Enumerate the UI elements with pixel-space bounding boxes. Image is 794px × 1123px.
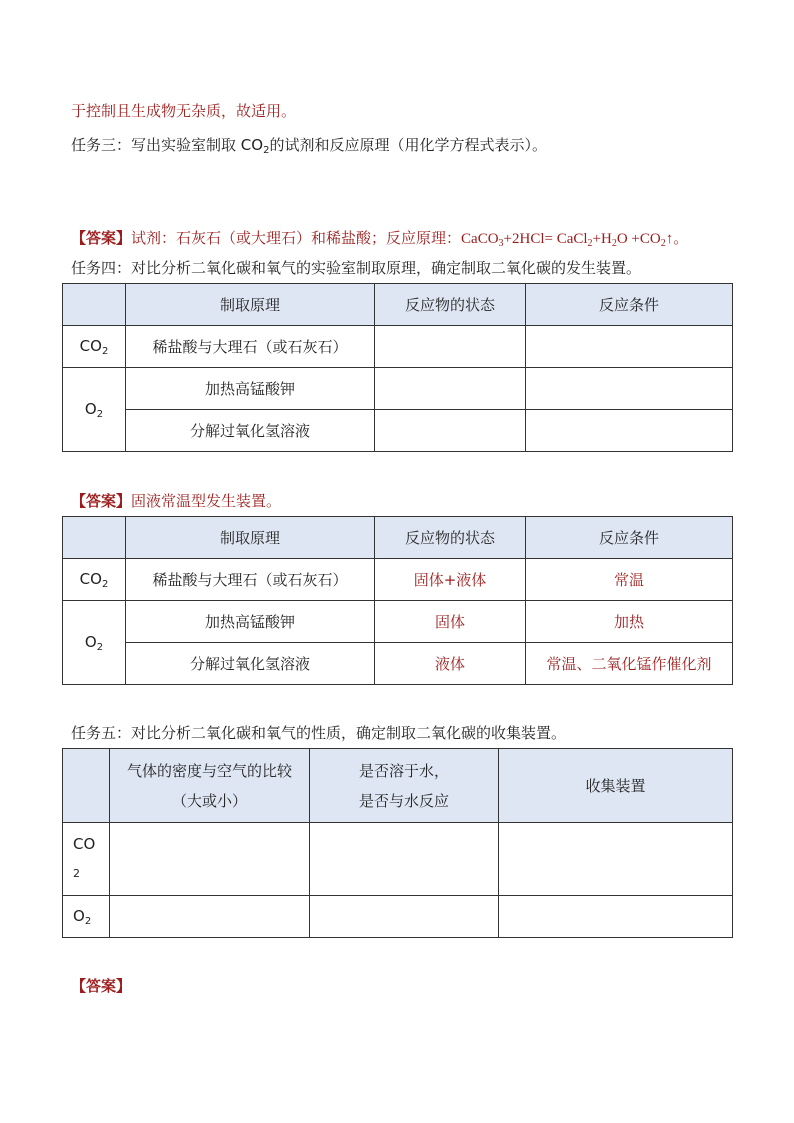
table-cell-blank — [375, 326, 526, 368]
task-four: 任务四：对比分析二氧化碳和氧气的实验室制取原理，确定制取二氧化碳的发生装置。 — [71, 259, 642, 277]
table-cell-blank — [110, 896, 310, 938]
row-label-co2: $CO_2$ — [63, 326, 126, 368]
table-cell-answer: 常温 — [526, 559, 733, 601]
table-cell: 分解过氧化氢溶液 — [126, 410, 375, 452]
answer-one — [71, 227, 688, 249]
answer-label: 【答案】 — [71, 229, 132, 247]
generation-table-blank — [62, 283, 733, 452]
table-cell-blank — [310, 823, 499, 896]
task-three-prefix: 任务三：写出实验室制取 CO — [71, 136, 264, 154]
row-label-co2: $CO_2$ — [63, 559, 126, 601]
table-cell: 加热高锰酸钾 — [126, 601, 375, 643]
table-cell-blank — [499, 896, 733, 938]
row-label-o2: $O_2$ — [63, 896, 110, 938]
table-cell-answer: 固体 — [375, 601, 526, 643]
task-three — [71, 134, 547, 156]
table-cell-answer: 加热 — [526, 601, 733, 643]
generation-table-answer — [62, 516, 733, 685]
answer-label: 【答案】 — [71, 977, 132, 995]
table-header-cell: 反应条件 — [526, 517, 733, 559]
table-cell-answer: 固体+液体 — [375, 559, 526, 601]
row-label-co2: CO 2 — [63, 823, 110, 896]
table-cell-blank — [110, 823, 310, 896]
answer-two — [71, 490, 281, 511]
row-label-o2: $O_2$ — [63, 601, 126, 685]
table-cell-blank — [375, 410, 526, 452]
table-cell: 稀盐酸与大理石（或石灰石） — [126, 559, 375, 601]
table-cell: 加热高锰酸钾 — [126, 368, 375, 410]
table-header-cell: 反应条件 — [526, 284, 733, 326]
table-cell-blank — [526, 368, 733, 410]
table-cell-blank — [499, 823, 733, 896]
header-collect: 收集装置 — [499, 749, 733, 823]
chemical-equation: CaCO$_3$+2HCl= $CaCl_2+H_2O$ $+CO_2↑$。 — [461, 231, 689, 249]
table-header-cell: 制取原理 — [126, 517, 375, 559]
table-cell-answer: 常温、二氧化锰作催化剂 — [526, 643, 733, 685]
table-header-cell-empty — [63, 749, 110, 823]
table-cell: 分解过氧化氢溶液 — [126, 643, 375, 685]
answer-two-text: 固液常温型发生装置。 — [131, 492, 282, 510]
answer-one-lead: 试剂：石灰石（或大理石）和稀盐酸；反应原理： — [131, 229, 462, 247]
table-cell-blank — [526, 326, 733, 368]
table-header-cell: 反应物的状态 — [375, 517, 526, 559]
header-density: 气体的密度与空气的比较 （大或小） — [110, 749, 310, 823]
task-three-suffix: 的试剂和反应原理（用化学方程式表示）。 — [269, 136, 547, 154]
table-cell-answer: 液体 — [375, 643, 526, 685]
table-cell: 稀盐酸与大理石（或石灰石） — [126, 326, 375, 368]
table-cell-blank — [375, 368, 526, 410]
table-header-cell — [63, 284, 126, 326]
intro-line: 于控制且生成物无杂质，故适用。 — [71, 102, 297, 120]
task-five: 任务五：对比分析二氧化碳和氧气的性质，确定制取二氧化碳的收集装置。 — [71, 724, 567, 742]
collection-table — [62, 748, 733, 938]
table-header-cell — [63, 517, 126, 559]
table-cell-blank — [526, 410, 733, 452]
task-three-sub: 2 — [263, 145, 270, 156]
header-solubility: 是否溶于水， 是否与水反应 — [310, 749, 499, 823]
answer-three — [71, 975, 131, 996]
row-label-o2: $O_2$ — [63, 368, 126, 452]
table-header-cell: 制取原理 — [126, 284, 375, 326]
answer-label: 【答案】 — [71, 492, 132, 510]
table-cell-blank — [310, 896, 499, 938]
table-header-cell: 反应物的状态 — [375, 284, 526, 326]
